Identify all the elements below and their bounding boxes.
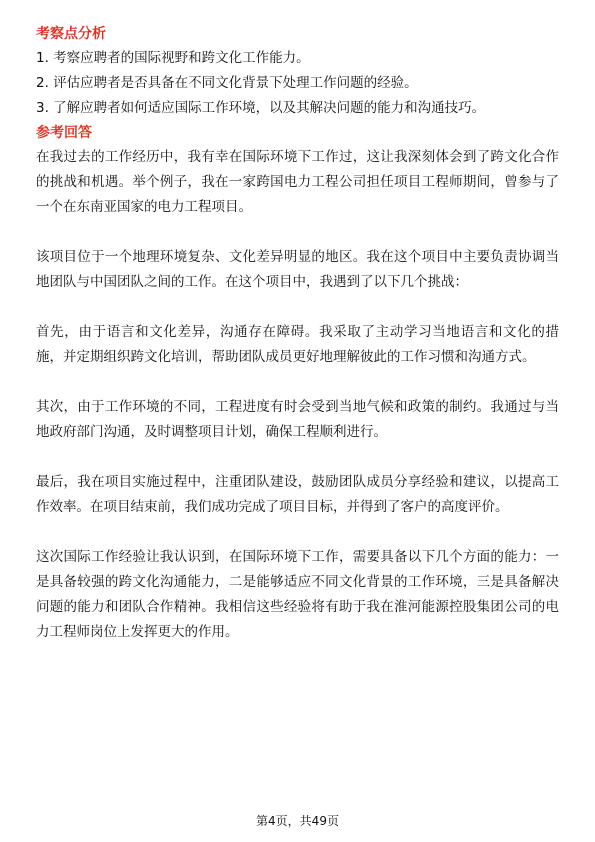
analysis-heading: 考察点分析 <box>36 26 106 42</box>
answer-paragraph-5: 最后，我在项目实施过程中，注重团队建设，鼓励团队成员分享经验和建议，以提高工作效率。在项目结束前，我们成功完成了项目目标，并得到了客户的高度评价。 <box>36 474 559 515</box>
answer-paragraph-6: 这次国际工作经验让我认识到，在国际环境下工作，需要具备以下几个方面的能力：一是具备较强的跨文化沟通能力，二是能够适应不同文化背景的工作环境，三是具备解决问题的能力和团队合作精神。我相信这些经验将有助于我在淮河能源控股集团公司的电力工程师岗位上发挥更大的作用。 <box>36 549 559 640</box>
answer-heading: 参考回答 <box>36 125 92 141</box>
answer-paragraph-1: 在我过去的工作经历中，我有幸在国际环境下工作过，这让我深刻体会到了跨文化合作的挑战和机遇。举个例子，我在一家跨国电力工程公司担任项目工程师期间，曾参与了一个在东南亚国家的电力工程项目。 <box>36 149 559 215</box>
answer-paragraph-2: 该项目位于一个地理环境复杂、文化差异明显的地区。我在这个项目中主要负责协调当地团队与中国团队之间的工作。在这个项目中，我遇到了以下几个挑战： <box>36 249 559 290</box>
paragraph-gap <box>36 445 559 470</box>
page-content <box>36 22 559 645</box>
analysis-item-2: 2. 评估应聘者是否具备在不同文化背景下处理工作问题的经验。 <box>36 75 418 91</box>
analysis-item-1: 1. 考察应聘者的国际视野和跨文化工作能力。 <box>36 50 310 66</box>
paragraph-gap <box>36 295 559 320</box>
page-number: 第4页，共49页 <box>256 814 339 828</box>
analysis-item-3: 3. 了解应聘者如何适应国际工作环境，以及其解决问题的能力和沟通技巧。 <box>36 100 486 116</box>
paragraph-gap <box>36 370 559 395</box>
paragraph-gap <box>36 520 559 545</box>
paragraph-gap <box>36 220 559 245</box>
answer-paragraph-4: 其次，由于工作环境的不同，工程进度有时会受到当地气候和政策的制约。我通过与当地政府部门沟通，及时调整项目计划，确保工程顺利进行。 <box>36 399 559 440</box>
answer-paragraph-3: 首先，由于语言和文化差异，沟通存在障碍。我采取了主动学习当地语言和文化的措施，并定期组织跨文化培训，帮助团队成员更好地理解彼此的工作习惯和沟通方式。 <box>36 324 559 365</box>
